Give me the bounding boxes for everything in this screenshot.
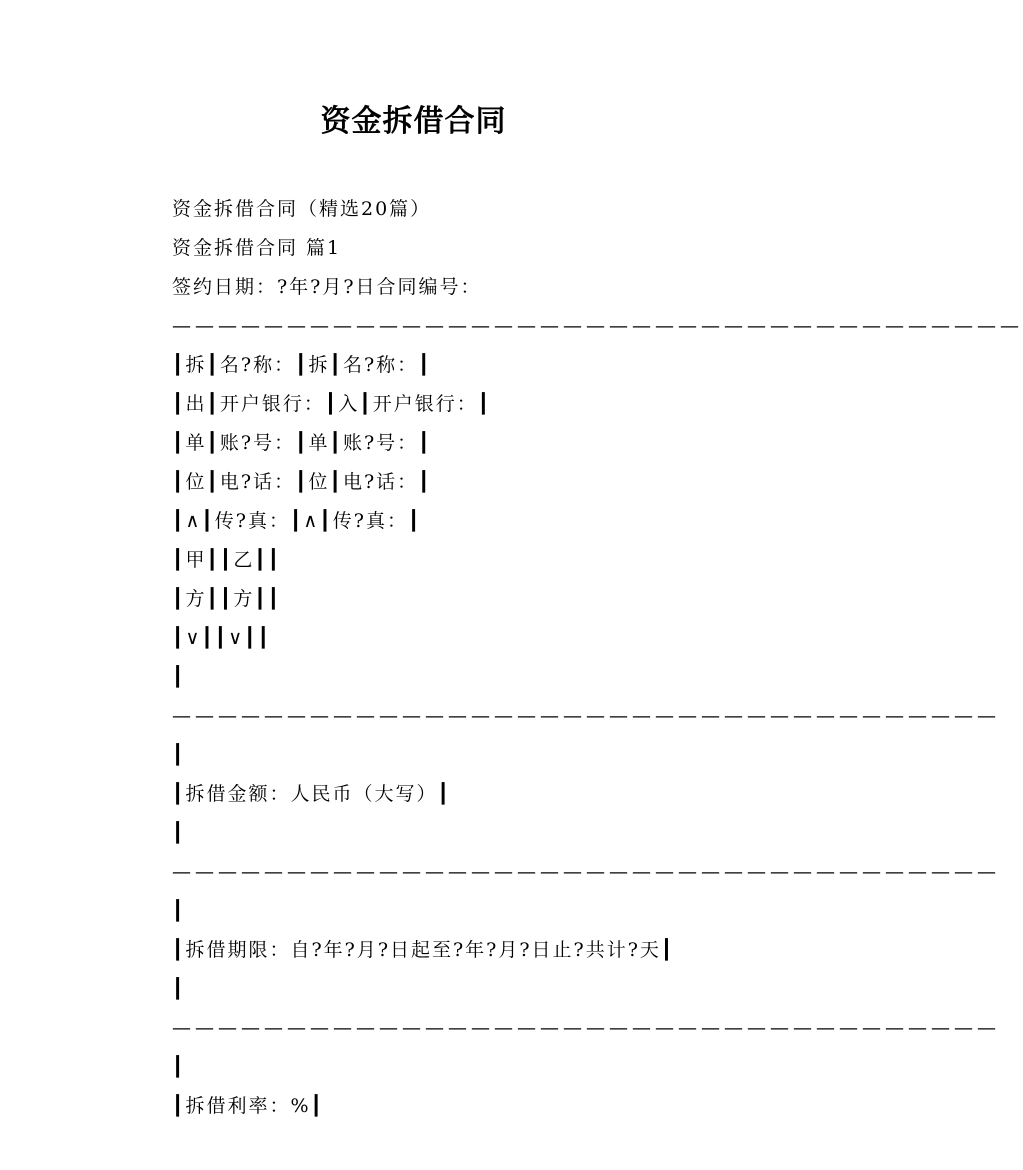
loan-amount-row: ┃拆借金额：人民币（大写）┃ [172, 783, 451, 805]
party-name-row: ┃拆┃名?称：┃拆┃名?称：┃ [172, 354, 432, 376]
party-label-row-3: ┃∨┃┃∨┃┃ [172, 627, 272, 649]
table-top-rule: ————————————————————————————————————— [172, 315, 1023, 337]
party-bank-row: ┃出┃开户银行：┃入┃开户银行：┃ [172, 393, 492, 415]
subtitle-line: 资金拆借合同（精选20篇） [172, 198, 432, 220]
table-rule-2: ┃————————————————————————————————————┃ [172, 822, 1000, 922]
table-rule-3: ┃————————————————————————————————————┃ [172, 978, 1000, 1078]
party-phone-row: ┃位┃电?话：┃位┃电?话：┃ [172, 471, 432, 493]
party-fax-row: ┃∧┃传?真：┃∧┃传?真：┃ [172, 510, 422, 532]
document-body [128, 190, 1023, 1126]
party-label-row-1: ┃甲┃┃乙┃┃ [172, 549, 282, 571]
party-label-row-2: ┃方┃┃方┃┃ [172, 588, 282, 610]
loan-term-row: ┃拆借期限：自?年?月?日起至?年?月?日止?共计?天┃ [172, 939, 675, 961]
document-title: 资金拆借合同 [320, 104, 507, 139]
signing-date-line: 签约日期：?年?月?日合同编号： [172, 276, 482, 298]
table-rule-1: ┃————————————————————————————————————┃ [172, 666, 1000, 766]
party-account-row: ┃单┃账?号：┃单┃账?号：┃ [172, 432, 432, 454]
section-heading: 资金拆借合同 篇1 [172, 237, 342, 259]
loan-rate-row: ┃拆借利率：%┃ [172, 1095, 324, 1117]
